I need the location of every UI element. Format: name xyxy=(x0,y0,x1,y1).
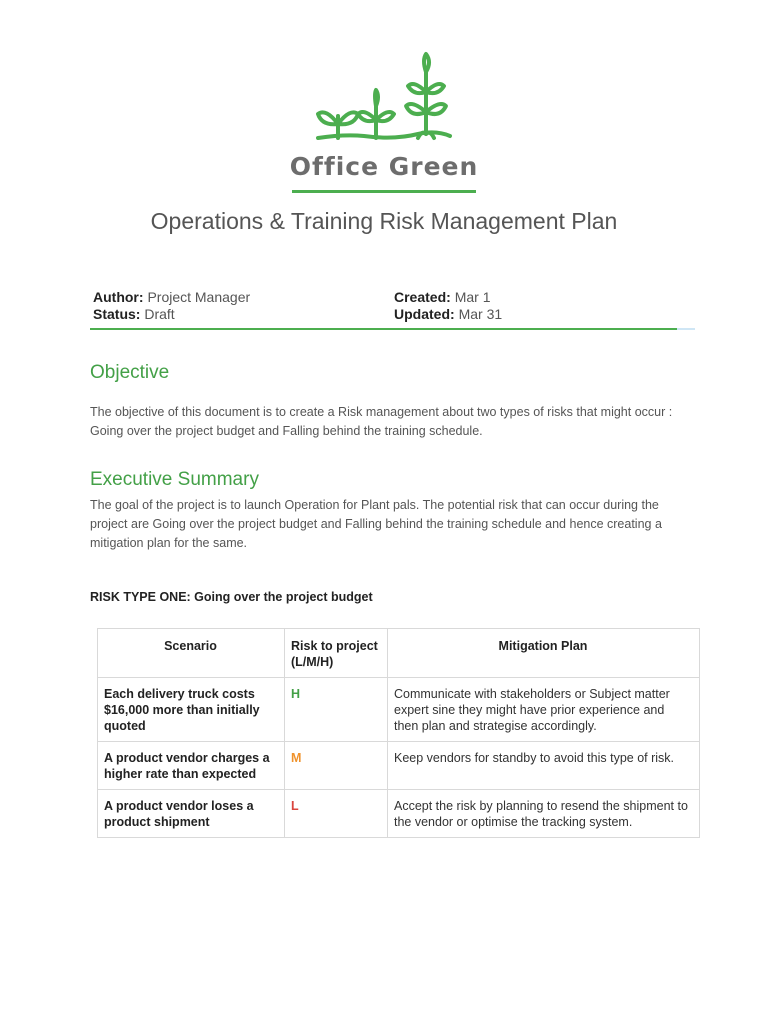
updated-value: Mar 31 xyxy=(458,306,503,322)
scenario-cell: A product vendor loses a product shipment xyxy=(98,790,285,838)
table-row xyxy=(98,742,700,790)
risk-level-cell: L xyxy=(285,790,388,838)
status-label: Status: xyxy=(93,306,141,322)
objective-heading: Objective xyxy=(90,362,170,383)
column-header-mitigation: Mitigation Plan xyxy=(388,629,700,678)
meta-status xyxy=(93,306,394,323)
column-header-risk: Risk to project (L/M/H) xyxy=(285,629,388,678)
created-value: Mar 1 xyxy=(454,289,491,305)
scenario-cell: A product vendor charges a higher rate than expected xyxy=(98,742,285,790)
meta-created xyxy=(394,289,695,306)
brand-logo xyxy=(0,50,768,193)
updated-label: Updated: xyxy=(394,306,455,322)
mitigation-cell: Accept the risk by planning to resend the shipment to the vendor or optimise the tracking system. xyxy=(388,790,700,838)
column-header-scenario: Scenario xyxy=(98,629,285,678)
mitigation-cell: Keep vendors for standby to avoid this type of risk. xyxy=(388,742,700,790)
table-row xyxy=(98,678,700,742)
meta-row-2 xyxy=(93,306,695,323)
risk-level-cell: M xyxy=(285,742,388,790)
table-header-row xyxy=(98,629,700,678)
meta-divider xyxy=(90,328,695,330)
document-meta xyxy=(93,289,695,323)
meta-row-1 xyxy=(93,289,695,306)
document-title: Operations & Training Risk Management Plan xyxy=(150,208,618,234)
meta-author xyxy=(93,289,394,306)
sprouting-plants-icon xyxy=(314,50,454,148)
table-row xyxy=(98,790,700,838)
risk-table xyxy=(97,628,700,838)
risk-type-one-heading: RISK TYPE ONE: Going over the project budget xyxy=(90,590,373,604)
created-label: Created: xyxy=(394,289,451,305)
brand-name: Office Green xyxy=(289,152,479,181)
scenario-cell: Each delivery truck costs $16,000 more than initially quoted xyxy=(98,678,285,742)
brand-underline xyxy=(292,190,476,193)
author-value: Project Manager xyxy=(147,289,251,305)
mitigation-cell: Communicate with stakeholders or Subject matter expert sine they might have prior experience and then plan and strategise accordingly. xyxy=(388,678,700,742)
summary-heading: Executive Summary xyxy=(90,469,259,490)
summary-body: The goal of the project is to launch Operation for Plant pals. The potential risk that can occur during the project are Going over the project budget and Falling behind the training schedule and hence creating a mitigation plan for the same. xyxy=(90,498,662,550)
author-label: Author: xyxy=(93,289,144,305)
status-value: Draft xyxy=(144,306,175,322)
meta-updated xyxy=(394,306,695,323)
risk-level-cell: H xyxy=(285,678,388,742)
objective-body: The objective of this document is to create a Risk management about two types of risks that might occur : Going over the project budget and Falling behind the training schedule. xyxy=(90,405,673,438)
